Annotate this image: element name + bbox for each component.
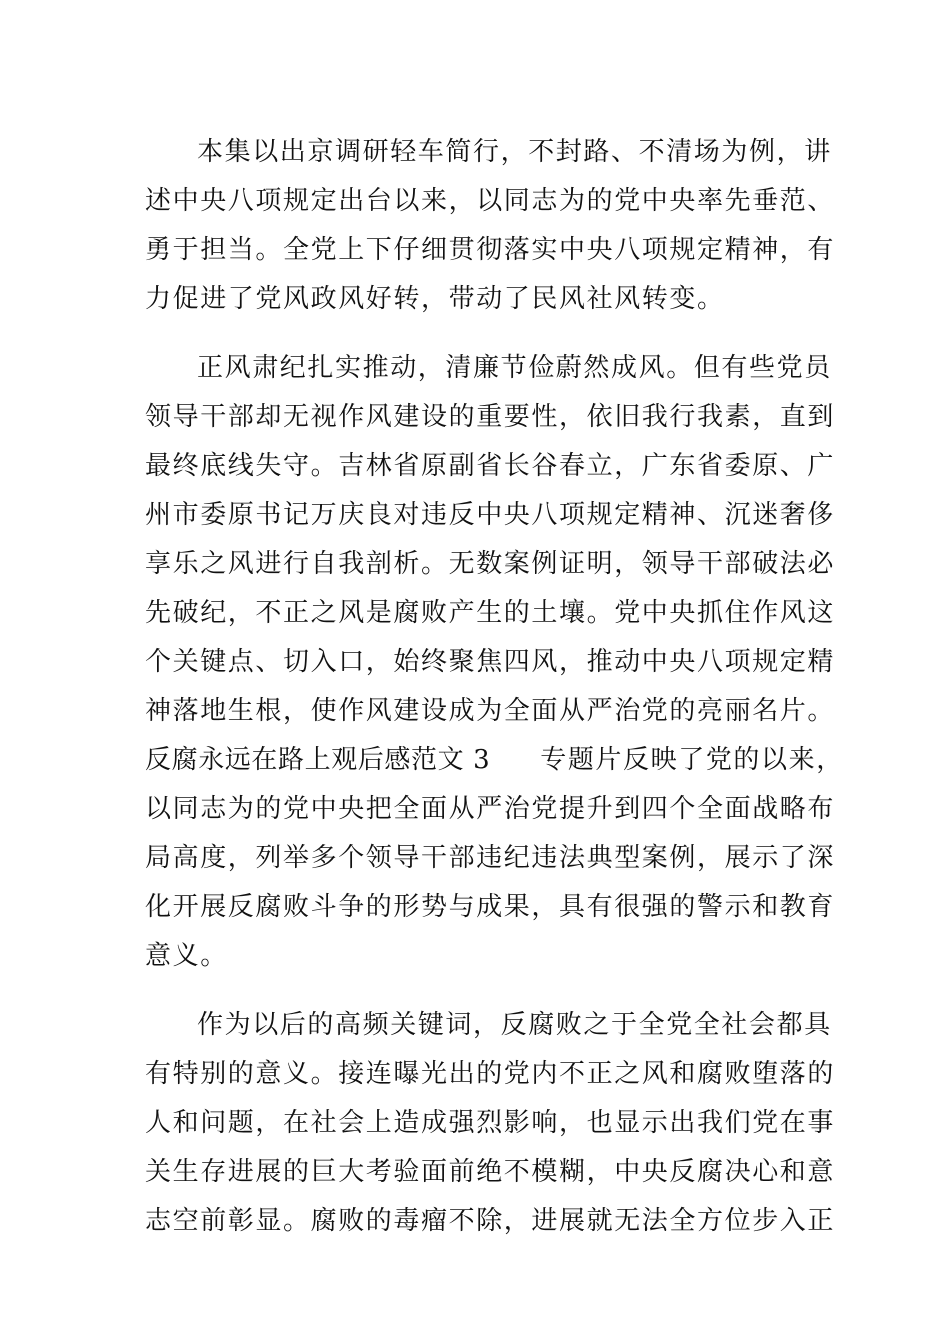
text-line: 本集以出京调研轻车简行，不封路、不清场为例，讲 [197, 137, 832, 167]
text-line: 志空前彰显。腐败的毒瘤不除，进展就无法全方位步入正 [145, 1206, 836, 1236]
text-line: 州市委原书记万庆良对违反中央八项规定精神、沉迷奢侈 [145, 500, 836, 530]
text-line: 关生存进展的巨大考验面前绝不模糊，中央反腐决心和意 [145, 1157, 836, 1187]
text-line: 述中央八项规定出台以来，以同志为的党中央率先垂范、 [145, 186, 836, 216]
text-line: 有特别的意义。接连曝光出的党内不正之风和腐败堕落的 [145, 1059, 836, 1089]
text-line: 享乐之风进行自我剖析。无数案例证明，领导干部破法必 [145, 549, 836, 579]
text-line: 以同志为的党中央把全面从严治党提升到四个全面战略布 [145, 794, 836, 824]
paragraph-1 [145, 128, 836, 324]
text-line: 最终底线失守。吉林省原副省长谷春立，广东省委原、广 [145, 451, 836, 481]
text-line: 力促进了党风政风好转，带动了民风社风转变。 [145, 284, 725, 314]
paragraph-4 [145, 1001, 836, 1246]
section-title: 反腐永远在路上观后感范文 3 [145, 745, 491, 775]
text-line: 神落地生根，使作风建设成为全面从严治党的亮丽名片。 [145, 696, 836, 726]
document-body [145, 128, 844, 1246]
section-title-line [145, 736, 844, 785]
text-line: 勇于担当。全党上下仔细贯彻落实中央八项规定精神，有 [145, 235, 836, 265]
text-line: 人和问题，在社会上造成强烈影响，也显示出我们党在事 [145, 1108, 836, 1138]
text-line: 作为以后的高频关键词，反腐败之于全党全社会都具 [197, 1010, 832, 1040]
paragraph-2 [145, 344, 836, 736]
text-line-inline: 专题片反映了党的以来， [540, 745, 844, 775]
text-line: 正风肃纪扎实推动，清廉节俭蔚然成风。但有些党员 [197, 353, 832, 383]
text-line: 先破纪，不正之风是腐败产生的土壤。党中央抓住作风这 [145, 598, 836, 628]
paragraph-3 [145, 736, 844, 981]
text-line: 个关键点、切入口，始终聚焦四风，推动中央八项规定精 [145, 647, 836, 677]
paragraph-gap [145, 324, 810, 344]
paragraph-gap [145, 981, 810, 1001]
text-line: 化开展反腐败斗争的形势与成果，具有很强的警示和教育 [145, 892, 836, 922]
text-line: 领导干部却无视作风建设的重要性，依旧我行我素，直到 [145, 402, 836, 432]
text-line: 意义。 [145, 941, 228, 971]
text-line: 局高度，列举多个领导干部违纪违法典型案例，展示了深 [145, 843, 836, 873]
